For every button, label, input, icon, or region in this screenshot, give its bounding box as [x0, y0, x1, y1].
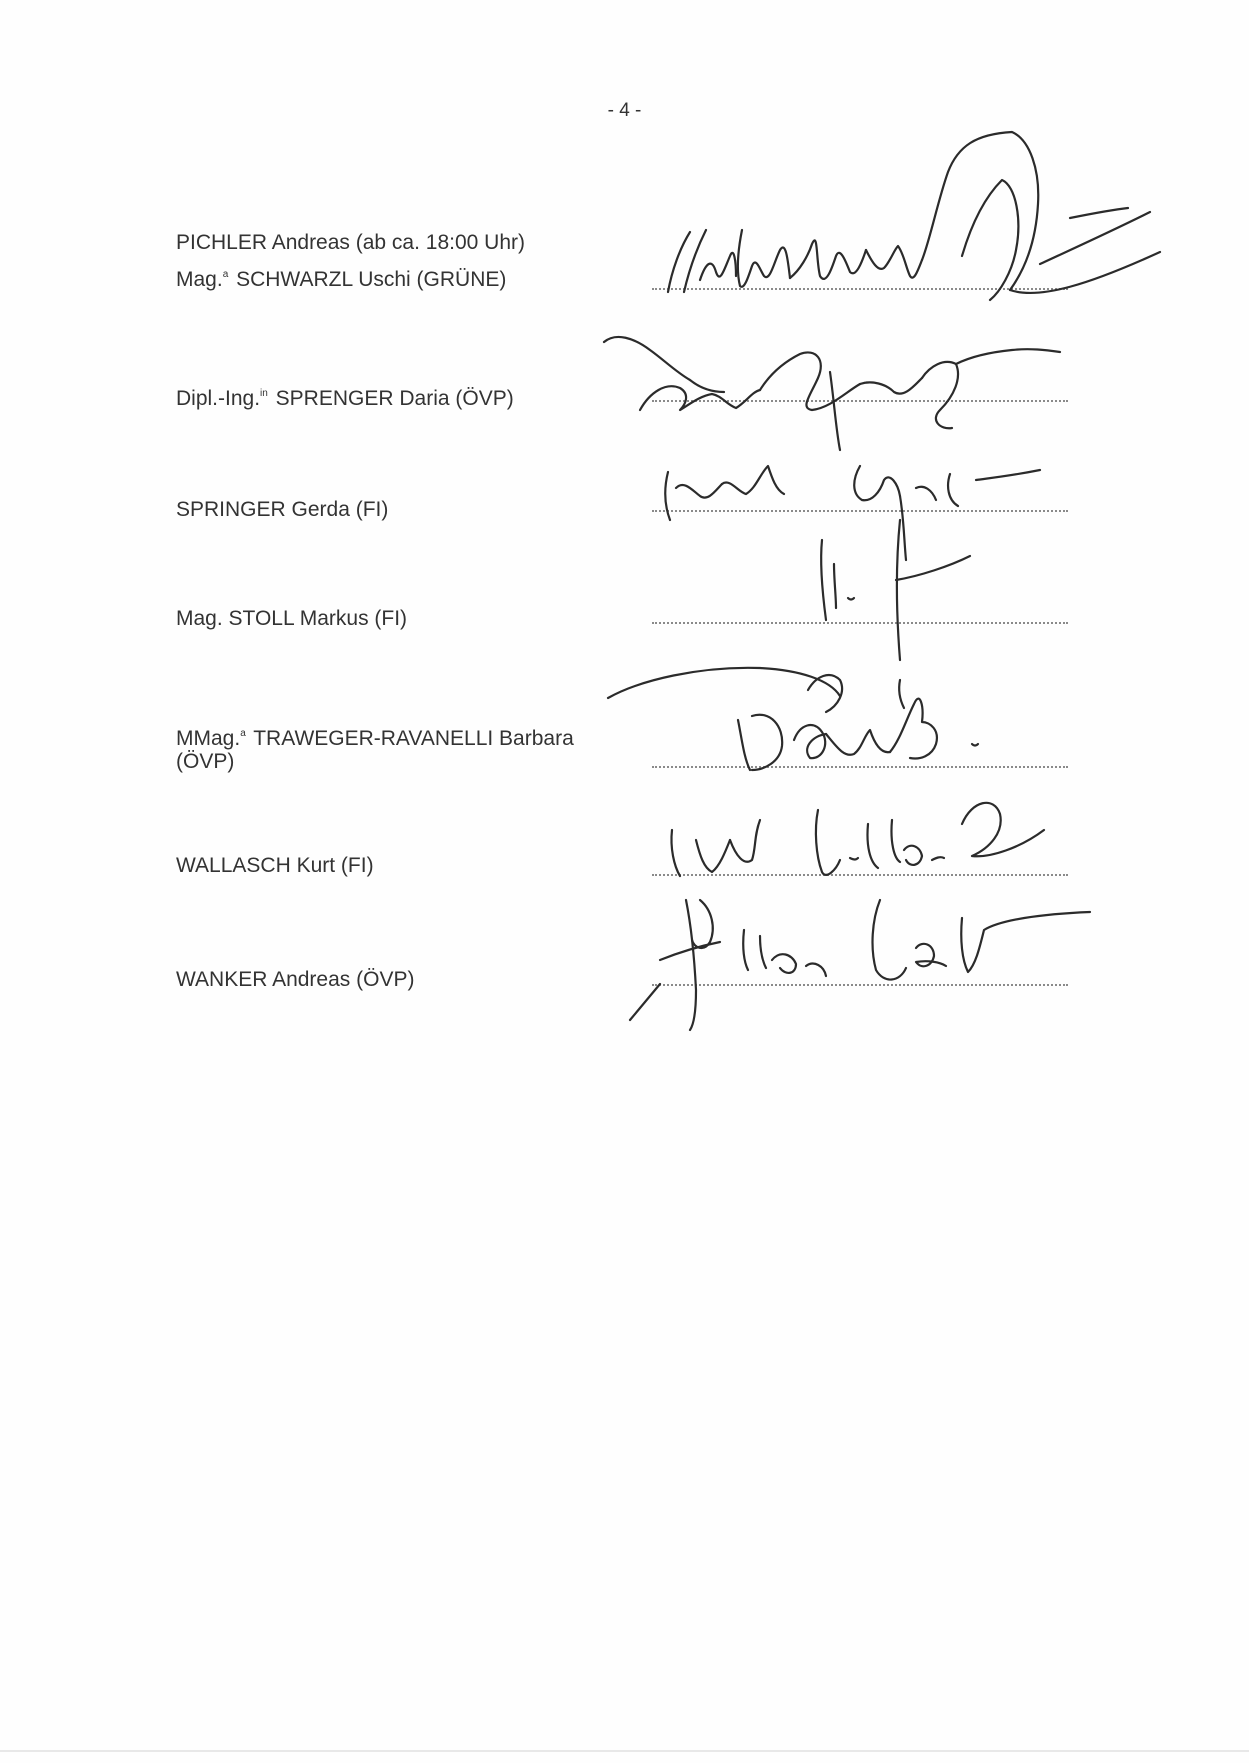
signature-line-3	[652, 510, 1068, 512]
title-superscript: a	[222, 269, 229, 280]
title-prefix: MMag.	[176, 727, 241, 750]
title-prefix: Mag.	[176, 268, 223, 291]
signature-wallasch	[671, 803, 1044, 876]
member-name: TRAWEGER-RAVANELLI Barbara	[253, 727, 574, 750]
member-name-pichler: PICHLER Andreas (ab ca. 18:00 Uhr)	[176, 231, 526, 254]
signature-line-2	[652, 400, 1068, 402]
signature-springer	[665, 466, 1040, 560]
signature-sprenger	[604, 337, 1060, 450]
member-name-traweger	[176, 720, 574, 753]
member-name-wallasch: WALLASCH Kurt (FI)	[176, 854, 374, 877]
signature-schwarzl	[668, 132, 1160, 300]
signature-line-7	[652, 984, 1068, 986]
signature-line-4	[652, 622, 1068, 624]
page-number: - 4 -	[607, 100, 642, 121]
signature-traweger	[608, 668, 978, 770]
signature-stoll	[821, 520, 970, 660]
title-superscript: in	[260, 388, 268, 399]
signature-line-5	[652, 766, 1068, 768]
member-name: SPRENGER Daria (ÖVP)	[275, 387, 514, 410]
signature-line-6	[652, 874, 1068, 876]
member-name-stoll: Mag. STOLL Markus (FI)	[176, 607, 408, 630]
title-superscript: a	[240, 728, 246, 739]
member-party-traweger: (ÖVP)	[176, 750, 235, 773]
signature-line-1	[652, 288, 1068, 290]
member-name-springer: SPRINGER Gerda (FI)	[176, 498, 389, 521]
signature-wanker	[630, 900, 1090, 1030]
member-name: SCHWARZL Uschi (GRÜNE)	[236, 268, 507, 291]
page-bottom-edge	[0, 1750, 1249, 1752]
member-name-sprenger	[176, 380, 514, 413]
member-name-wanker: WANKER Andreas (ÖVP)	[176, 968, 415, 991]
member-name-schwarzl	[176, 261, 506, 294]
title-prefix: Dipl.-Ing.	[176, 387, 261, 410]
